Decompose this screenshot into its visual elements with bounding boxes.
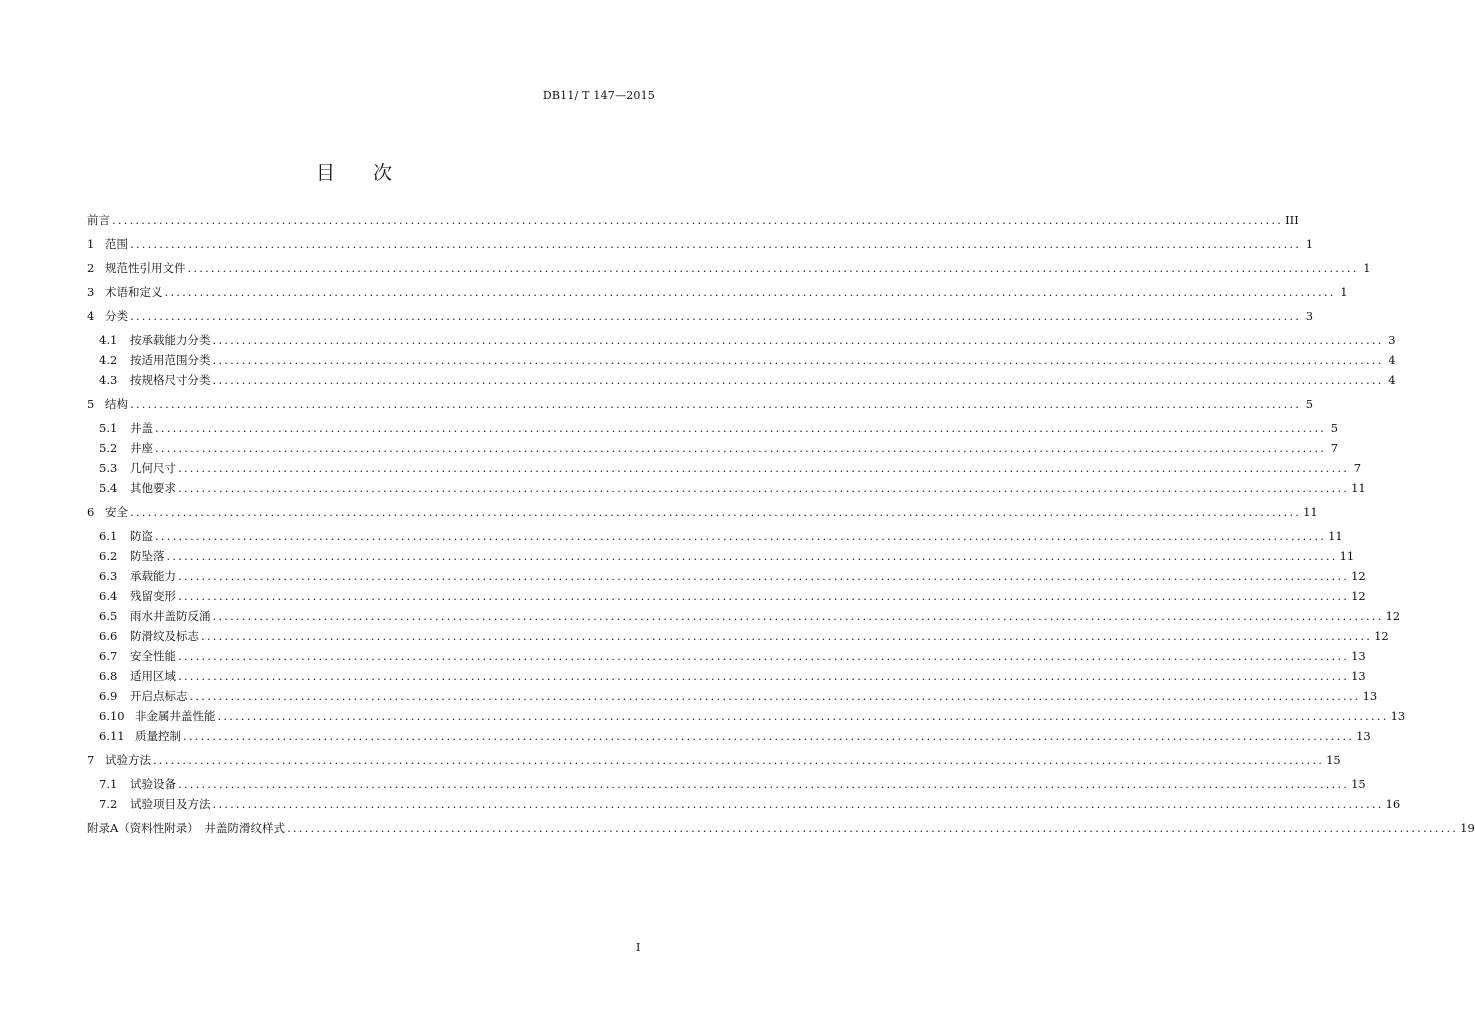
toc-entry-number: 5.3 xyxy=(99,461,118,475)
toc-entry-number: 7.2 xyxy=(99,797,118,811)
toc-entry-label xyxy=(99,568,176,584)
toc-entry-text: 安全 xyxy=(105,505,128,519)
toc-entry-number: 5.1 xyxy=(99,421,118,435)
toc-entry-text: 安全性能 xyxy=(130,649,176,663)
toc-entry-text: 防滑纹及标志 xyxy=(130,629,199,643)
toc-entry-label xyxy=(87,396,128,412)
toc-entry-page: 12 xyxy=(1351,589,1366,603)
toc-leader-dots: ........................................................................................................................................................................................................ xyxy=(212,609,1384,623)
toc-entry-number: 3 xyxy=(87,285,95,299)
toc-entry[interactable] xyxy=(87,308,1314,326)
toc-entry-label xyxy=(99,548,165,564)
toc-entry-text: 按承载能力分类 xyxy=(130,333,211,347)
toc-entry-page: 12 xyxy=(1351,569,1366,583)
toc-entry-number: 6.7 xyxy=(99,649,118,663)
toc-entry-label xyxy=(99,728,181,744)
toc-entry-label xyxy=(99,588,176,604)
toc-entry[interactable] xyxy=(87,504,1318,522)
toc-entry[interactable] xyxy=(87,212,1299,230)
toc-entry-label xyxy=(87,820,285,836)
toc-entry-number: 6.1 xyxy=(99,529,118,543)
toc-leader-dots: ........................................................................................................................................................................................................ xyxy=(178,669,1350,683)
toc-entry[interactable] xyxy=(87,260,1371,278)
toc-entry-label xyxy=(99,372,211,388)
toc-title: 目 次 xyxy=(315,162,409,184)
toc-entry-page: 11 xyxy=(1303,505,1318,519)
toc-entry[interactable] xyxy=(99,708,1406,726)
toc-entry-label xyxy=(87,260,186,276)
toc-entry-number: 6.9 xyxy=(99,689,118,703)
toc-entry-text: 分类 xyxy=(105,309,128,323)
toc-entry[interactable] xyxy=(99,548,1355,566)
toc-entry[interactable] xyxy=(99,588,1366,606)
toc-entry-number: 6.6 xyxy=(99,629,118,643)
toc-entry-page: 13 xyxy=(1356,729,1371,743)
toc-entry[interactable] xyxy=(99,480,1366,498)
toc-entry-label xyxy=(99,480,176,496)
toc-entry[interactable] xyxy=(99,420,1339,438)
toc-entry[interactable] xyxy=(87,820,1475,838)
toc-entry-text: 防盗 xyxy=(130,529,153,543)
toc-entry[interactable] xyxy=(99,776,1366,794)
toc-entry-label xyxy=(99,352,211,368)
toc-entry[interactable] xyxy=(87,396,1314,414)
toc-entry-page: 5 xyxy=(1305,397,1314,411)
toc-entry[interactable] xyxy=(87,284,1348,302)
toc-entry-text: 质量控制 xyxy=(135,729,181,743)
toc-entry-page: 19 xyxy=(1460,821,1475,835)
toc-entry-number: 2 xyxy=(87,261,95,275)
toc-entry-text: 规范性引用文件 xyxy=(105,261,186,275)
toc-entry-text: 按适用范围分类 xyxy=(130,353,211,367)
toc-entry-number: 4.3 xyxy=(99,373,118,387)
toc-entry-page: 13 xyxy=(1351,649,1366,663)
toc-entry-text: 非金属井盖性能 xyxy=(135,709,216,723)
toc-entry-text: 雨水井盖防反涌 xyxy=(130,609,211,623)
toc-entry-text: 开启点标志 xyxy=(130,689,188,703)
toc-leader-dots: ........................................................................................................................................................................................................ xyxy=(130,505,1302,519)
toc-entry-text: 残留变形 xyxy=(130,589,176,603)
toc-entry-page: 13 xyxy=(1390,709,1406,723)
toc-leader-dots: ........................................................................................................................................................................................................ xyxy=(155,529,1327,543)
toc-entry-page: 13 xyxy=(1362,689,1378,703)
toc-entry-text: 几何尺寸 xyxy=(130,461,176,475)
toc-entry-label xyxy=(99,440,153,456)
toc-leader-dots: ........................................................................................................................................................................................................ xyxy=(130,237,1302,251)
toc-leader-dots: ........................................................................................................................................................................................................ xyxy=(212,797,1384,811)
toc-entry-page: 15 xyxy=(1326,753,1341,767)
toc-leader-dots: ........................................................................................................................................................................................................ xyxy=(178,569,1350,583)
toc-entry-text: 范围 xyxy=(105,237,128,251)
toc-entry-label xyxy=(99,332,211,348)
toc-entry-text: 井座 xyxy=(130,441,153,455)
toc-entry-text: 井盖 xyxy=(130,421,153,435)
toc-entry-page: 3 xyxy=(1305,309,1314,323)
toc-entry-text: 结构 xyxy=(105,397,128,411)
toc-entry-page: 5 xyxy=(1330,421,1339,435)
toc-entry-text: 防坠落 xyxy=(130,549,165,563)
toc-entry-text: 附录A（资料性附录） 井盖防滑纹样式 xyxy=(87,821,286,835)
toc-entry-number: 7 xyxy=(87,753,95,767)
toc-leader-dots: ........................................................................................................................................................................................................ xyxy=(130,309,1302,323)
toc-entry-text: 承载能力 xyxy=(130,569,176,583)
toc-entry-label xyxy=(99,608,211,624)
toc-entry-page: 7 xyxy=(1353,461,1362,475)
toc-leader-dots: ........................................................................................................................................................................................................ xyxy=(187,261,1359,275)
toc-entry-number: 4.1 xyxy=(99,333,118,347)
toc-leader-dots: ........................................................................................................................................................................................................ xyxy=(164,285,1336,299)
toc-leader-dots: ........................................................................................................................................................................................................ xyxy=(212,373,1384,387)
toc-entry[interactable] xyxy=(99,796,1401,814)
toc-entry-page: 1 xyxy=(1363,261,1371,275)
toc-leader-dots: ........................................................................................................................................................................................................ xyxy=(112,213,1284,227)
toc-leader-dots: ........................................................................................................................................................................................................ xyxy=(178,461,1350,475)
toc-leader-dots: ........................................................................................................................................................................................................ xyxy=(212,333,1384,347)
toc-leader-dots: ........................................................................................................................................................................................................ xyxy=(178,777,1350,791)
toc-entry-text: 试验项目及方法 xyxy=(130,797,211,811)
toc-entry[interactable] xyxy=(99,688,1378,706)
toc-entry-label xyxy=(99,460,176,476)
toc-entry-label xyxy=(99,648,176,664)
toc-leader-dots: ........................................................................................................................................................................................................ xyxy=(178,589,1350,603)
toc-entry-label xyxy=(99,668,176,684)
toc-entry-number: 6.4 xyxy=(99,589,118,603)
toc-entry-label xyxy=(99,796,211,812)
toc-entry-label xyxy=(99,776,176,792)
toc-entry[interactable] xyxy=(99,668,1366,686)
toc-entry-page: 12 xyxy=(1385,609,1401,623)
toc-entry-text: 试验方法 xyxy=(105,753,151,767)
toc-entry-number: 6.10 xyxy=(99,709,125,723)
toc-entry-text: 术语和定义 xyxy=(105,285,163,299)
toc-entry-page: 1 xyxy=(1305,237,1314,251)
toc-entry-page: 16 xyxy=(1385,797,1401,811)
toc-leader-dots: ........................................................................................................................................................................................................ xyxy=(130,397,1302,411)
toc-entry-label xyxy=(87,284,163,300)
toc-entry-label xyxy=(99,688,188,704)
toc-entry-label xyxy=(87,236,128,252)
toc-leader-dots: ........................................................................................................................................................................................................ xyxy=(155,421,1327,435)
toc-leader-dots: ........................................................................................................................................................................................................ xyxy=(178,649,1350,663)
toc-leader-dots: ........................................................................................................................................................................................................ xyxy=(212,353,1384,367)
toc-entry[interactable] xyxy=(99,728,1371,746)
toc-leader-dots: ........................................................................................................................................................................................................ xyxy=(178,481,1350,495)
toc-entry-page: 13 xyxy=(1351,669,1366,683)
toc-entry-number: 7.1 xyxy=(99,777,118,791)
toc-leader-dots: ........................................................................................................................................................................................................ xyxy=(166,549,1338,563)
toc-leader-dots: ........................................................................................................................................................................................................ xyxy=(155,441,1327,455)
toc-entry-page: 11 xyxy=(1339,549,1355,563)
toc-entry-page: 11 xyxy=(1328,529,1343,543)
toc-entry-text: 其他要求 xyxy=(130,481,176,495)
toc-leader-dots: ........................................................................................................................................................................................................ xyxy=(217,709,1389,723)
toc-entry-text: 前言 xyxy=(87,213,110,227)
toc-entry-number: 6.11 xyxy=(99,729,125,743)
toc-leader-dots: ........................................................................................................................................................................................................ xyxy=(189,689,1361,703)
toc-entry-label xyxy=(99,628,199,644)
toc-entry[interactable] xyxy=(99,352,1396,370)
toc-entry-number: 6.5 xyxy=(99,609,118,623)
toc-entry-page: 15 xyxy=(1351,777,1366,791)
toc-entry-page: 3 xyxy=(1388,333,1396,347)
toc-entry[interactable] xyxy=(99,608,1401,626)
toc-entry-number: 6.3 xyxy=(99,569,118,583)
toc-entry-number: 6.2 xyxy=(99,549,118,563)
toc-entry-page: 12 xyxy=(1374,629,1389,643)
toc-entry[interactable] xyxy=(99,568,1366,586)
toc-entry-text: 适用区域 xyxy=(130,669,176,683)
toc-entry[interactable] xyxy=(99,460,1362,478)
toc-leader-dots: ........................................................................................................................................................................................................ xyxy=(183,729,1355,743)
toc-entry-label xyxy=(87,752,151,768)
toc-entry-number: 6 xyxy=(87,505,95,519)
toc-entry-page: III xyxy=(1285,213,1299,227)
toc-entry-text: 试验设备 xyxy=(130,777,176,791)
toc-entry[interactable] xyxy=(99,528,1343,546)
toc-entry-number: 5.2 xyxy=(99,441,118,455)
toc-entry[interactable] xyxy=(99,648,1366,666)
toc-entry-page: 4 xyxy=(1388,353,1396,367)
toc-entry-label xyxy=(99,708,216,724)
toc-entry-page: 1 xyxy=(1340,285,1348,299)
toc-entry[interactable] xyxy=(99,372,1396,390)
toc-entry-label xyxy=(99,420,153,436)
toc-entry[interactable] xyxy=(99,332,1396,350)
toc-entry-page: 7 xyxy=(1330,441,1339,455)
toc-entry[interactable] xyxy=(99,440,1339,458)
toc-entry-number: 4 xyxy=(87,309,95,323)
toc-entry[interactable] xyxy=(87,236,1314,254)
toc-entry[interactable] xyxy=(87,752,1341,770)
toc-entry-number: 4.2 xyxy=(99,353,118,367)
toc-entry-text: 按规格尺寸分类 xyxy=(130,373,211,387)
toc-entry-page: 4 xyxy=(1388,373,1396,387)
toc-entry-number: 5 xyxy=(87,397,95,411)
page-number: I xyxy=(636,941,641,954)
toc-entry-number: 5.4 xyxy=(99,481,118,495)
toc-entry-number: 1 xyxy=(87,237,95,251)
toc-leader-dots: ........................................................................................................................................................................................................ xyxy=(153,753,1325,767)
toc-entry-page: 11 xyxy=(1351,481,1366,495)
toc-leader-dots: ........................................................................................................................................................................................................ xyxy=(201,629,1373,643)
toc-entry-number: 6.8 xyxy=(99,669,118,683)
toc-entry[interactable] xyxy=(99,628,1389,646)
toc-leader-dots: ........................................................................................................................................................................................................ xyxy=(287,821,1459,835)
toc-entry-label xyxy=(87,212,110,228)
toc-entry-label xyxy=(87,308,128,324)
toc-entry-label xyxy=(99,528,153,544)
toc-entry-label xyxy=(87,504,128,520)
document-code: DB11/ T 147—2015 xyxy=(542,89,655,102)
